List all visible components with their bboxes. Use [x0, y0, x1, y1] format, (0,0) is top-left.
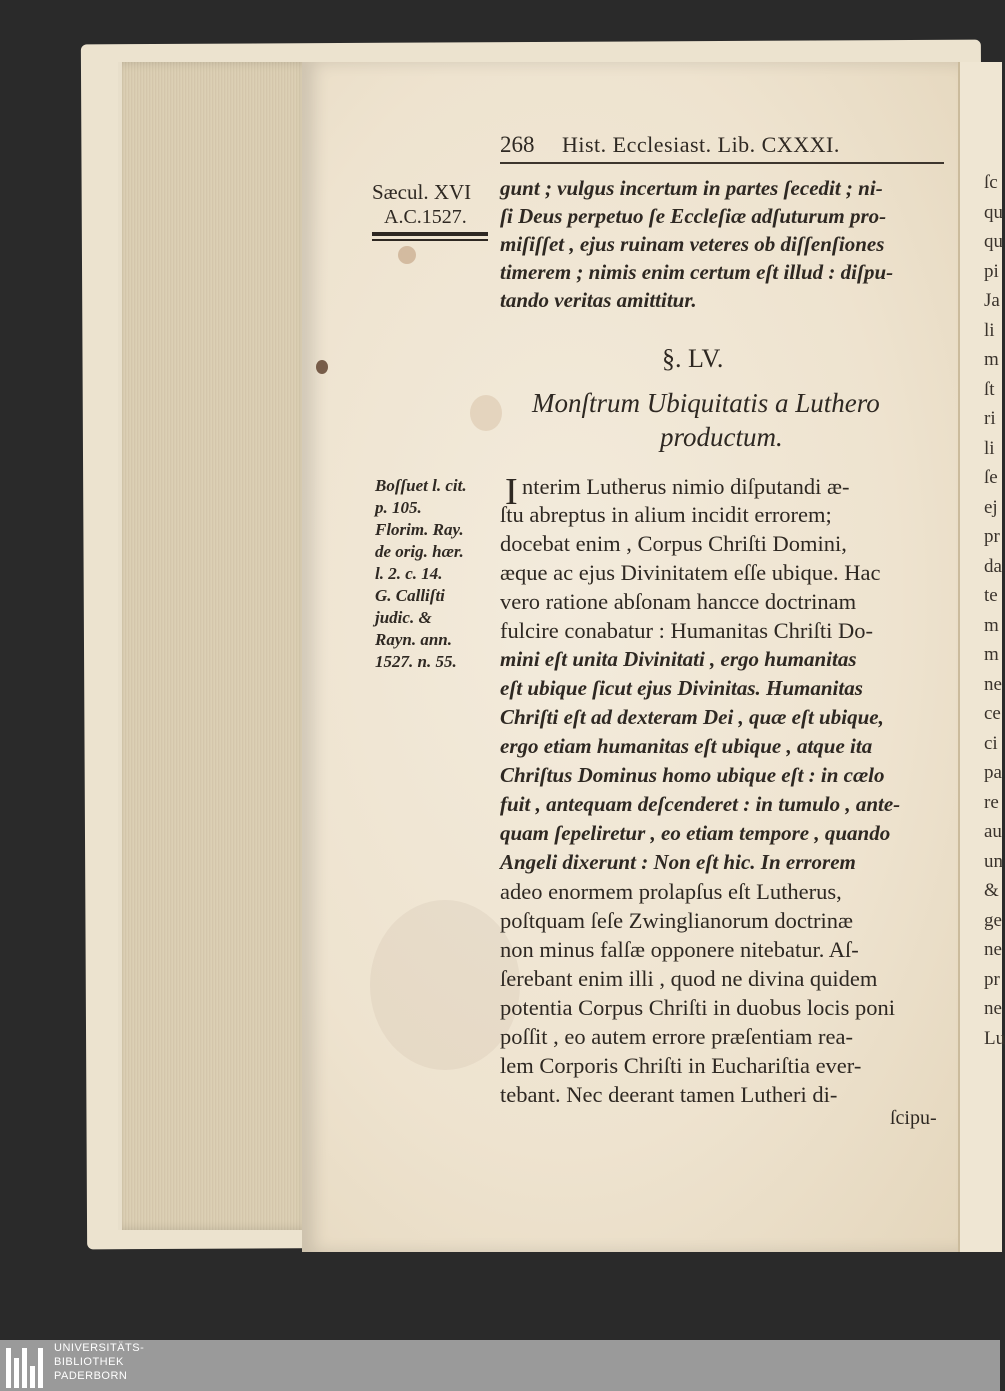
- body-line: poſſit , eo autem errore præſentiam rea-: [500, 1024, 853, 1049]
- body-line: lem Corporis Chriſti in Euchariſtia ever-: [500, 1053, 862, 1078]
- institution-line-1: UNIVERSITÄTS-: [54, 1342, 145, 1354]
- facing-page-fragment: ne: [984, 673, 1002, 695]
- running-title: Hist. Ecclesiast. Lib. CXXXI.: [562, 132, 840, 157]
- body-line: Angeli dixerunt : Non eſt hic. In errorem: [500, 850, 856, 874]
- facing-page-fragment: te: [984, 585, 998, 606]
- body-line: fuit , antequam deſcenderet : in tumulo , ante-: [500, 792, 901, 816]
- body-line: ſtu abreptus in alium incidit errorem;: [500, 502, 832, 527]
- page-number: 268: [500, 132, 535, 157]
- ornamental-rule: [372, 232, 488, 236]
- margin-reference-line: Florim. Ray.: [375, 520, 464, 539]
- footer-bar: [0, 1340, 1000, 1391]
- facing-page-fragment: m: [984, 644, 999, 665]
- intro-line: tando veritas amittitur.: [500, 288, 697, 312]
- stain: [470, 395, 502, 431]
- facing-page-fragment: un: [984, 850, 1003, 872]
- intro-line: timerem ; nimis enim certum eſt illud : diſpu-: [500, 260, 894, 284]
- facing-page-fragment: qu: [984, 201, 1003, 223]
- intro-line: ſi Deus perpetuo ſe Eccleſiæ adſuturum pro-: [500, 204, 887, 228]
- margin-year: A.C.1527.: [384, 206, 467, 228]
- body-line: poſtquam ſeſe Zwinglianorum doctrinæ: [500, 908, 854, 933]
- margin-century: Sæcul. XVI: [372, 180, 472, 204]
- body-line: non minus falſæ opponere nitebatur. Aſ-: [500, 937, 859, 962]
- body-line: vero ratione abſonam hancce doctrinam: [500, 589, 857, 614]
- section-title-line-2: productum.: [660, 422, 783, 452]
- intro-line: gunt ; vulgus incertum in partes ſecedit ; ni-: [500, 176, 883, 200]
- facing-page-fragment: au: [984, 821, 1002, 842]
- body-line: eſt ubique ſicut ejus Divinitas. Humanitas: [500, 676, 863, 700]
- facing-page-fragment: ci: [984, 732, 998, 754]
- facing-page-fragment: pi: [984, 260, 999, 282]
- catchword: ſcipu-: [890, 1107, 937, 1129]
- facing-page-fragment: pr: [984, 526, 1000, 547]
- facing-page-fragment: pa: [984, 762, 1002, 783]
- facing-page-fragment: ſc: [984, 172, 998, 193]
- stain: [398, 246, 416, 264]
- body-line: potentia Corpus Chriſti in duobus locis poni: [500, 995, 895, 1020]
- header-rule: [500, 162, 944, 164]
- facing-page-fragment: ej: [984, 496, 998, 518]
- facing-page-fragment: Ja: [984, 290, 1000, 311]
- facing-page-edge: [958, 62, 1005, 1252]
- section-number: §. LV.: [662, 344, 724, 373]
- facing-page-fragment: &: [984, 880, 999, 901]
- drop-capital: I: [505, 471, 518, 513]
- margin-reference-line: judic. &: [375, 608, 432, 627]
- body-line: quam ſepeliretur , eo etiam tempore , quando: [500, 821, 891, 845]
- body-line: fulcire conabatur : Humanitas Chriſti Do-: [500, 618, 874, 643]
- body-line-first: nterim Lutherus nimio diſputandi æ-: [522, 474, 850, 499]
- facing-page-fragment: ne: [984, 998, 1002, 1019]
- facing-page-fragment: ge: [984, 909, 1002, 931]
- ink-spot: [316, 360, 328, 374]
- body-line: Chriſti eſt ad dexteram Dei , quæ eſt ubique,: [500, 705, 884, 729]
- section-title-line-1: Monſtrum Ubiquitatis a Luthero: [532, 388, 880, 418]
- facing-page-fragment: da: [984, 555, 1002, 577]
- facing-page-fragment: li: [984, 319, 995, 341]
- facing-page-fragment: m: [984, 349, 999, 370]
- body-line: adeo enormem prolapſus eſt Lutherus,: [500, 879, 842, 904]
- facing-page-fragment: qu: [984, 231, 1003, 252]
- margin-reference-line: Boſſuet l. cit.: [375, 476, 467, 495]
- library-logo-icon: [4, 1344, 50, 1388]
- institution-line-3: PADERBORN: [54, 1370, 128, 1382]
- institution-line-2: BIBLIOTHEK: [54, 1356, 124, 1368]
- page-edges: [118, 62, 312, 1230]
- body-line: æque ac ejus Divinitatem eſſe ubique. Hac: [500, 560, 881, 585]
- facing-page-fragment: ſt: [984, 378, 995, 400]
- margin-reference-line: 1527. n. 55.: [375, 652, 457, 671]
- facing-page-fragment: re: [984, 791, 999, 813]
- body-line: mini eſt unita Divinitati , ergo humanitas: [500, 647, 857, 671]
- margin-reference-line: G. Calliſti: [375, 586, 445, 605]
- facing-page-fragment: Lu: [984, 1027, 1005, 1049]
- margin-reference-line: l. 2. c. 14.: [375, 564, 443, 583]
- running-header: [500, 128, 940, 164]
- body-line: docebat enim , Corpus Chriſti Domini,: [500, 531, 847, 556]
- facing-page-fragment: ce: [984, 703, 1001, 724]
- facing-page-fragment: li: [984, 437, 995, 459]
- margin-reference-line: de orig. hær.: [375, 542, 464, 561]
- margin-reference-line: p. 105.: [375, 498, 422, 517]
- facing-page-fragment: ſe: [984, 467, 998, 488]
- margin-reference-line: Rayn. ann.: [375, 630, 452, 649]
- facing-page-fragment: ri: [984, 408, 996, 429]
- stain: [370, 900, 520, 1070]
- ornamental-rule: [372, 239, 488, 241]
- facing-page-fragment: m: [984, 614, 999, 636]
- facing-page-fragment: pr: [984, 968, 1000, 990]
- intro-line: miſiſſet , ejus ruinam veteres ob diſſenſiones: [500, 232, 885, 256]
- facing-page-fragment: ne: [984, 939, 1002, 960]
- body-line: ſerebant enim illi , quod ne divina quidem: [500, 966, 878, 991]
- body-line: ergo etiam humanitas eſt ubique , atque ita: [500, 734, 873, 758]
- body-line: Chriſtus Dominus homo ubique eſt : in cælo: [500, 763, 885, 787]
- body-line: tebant. Nec deerant tamen Lutheri di-: [500, 1082, 838, 1107]
